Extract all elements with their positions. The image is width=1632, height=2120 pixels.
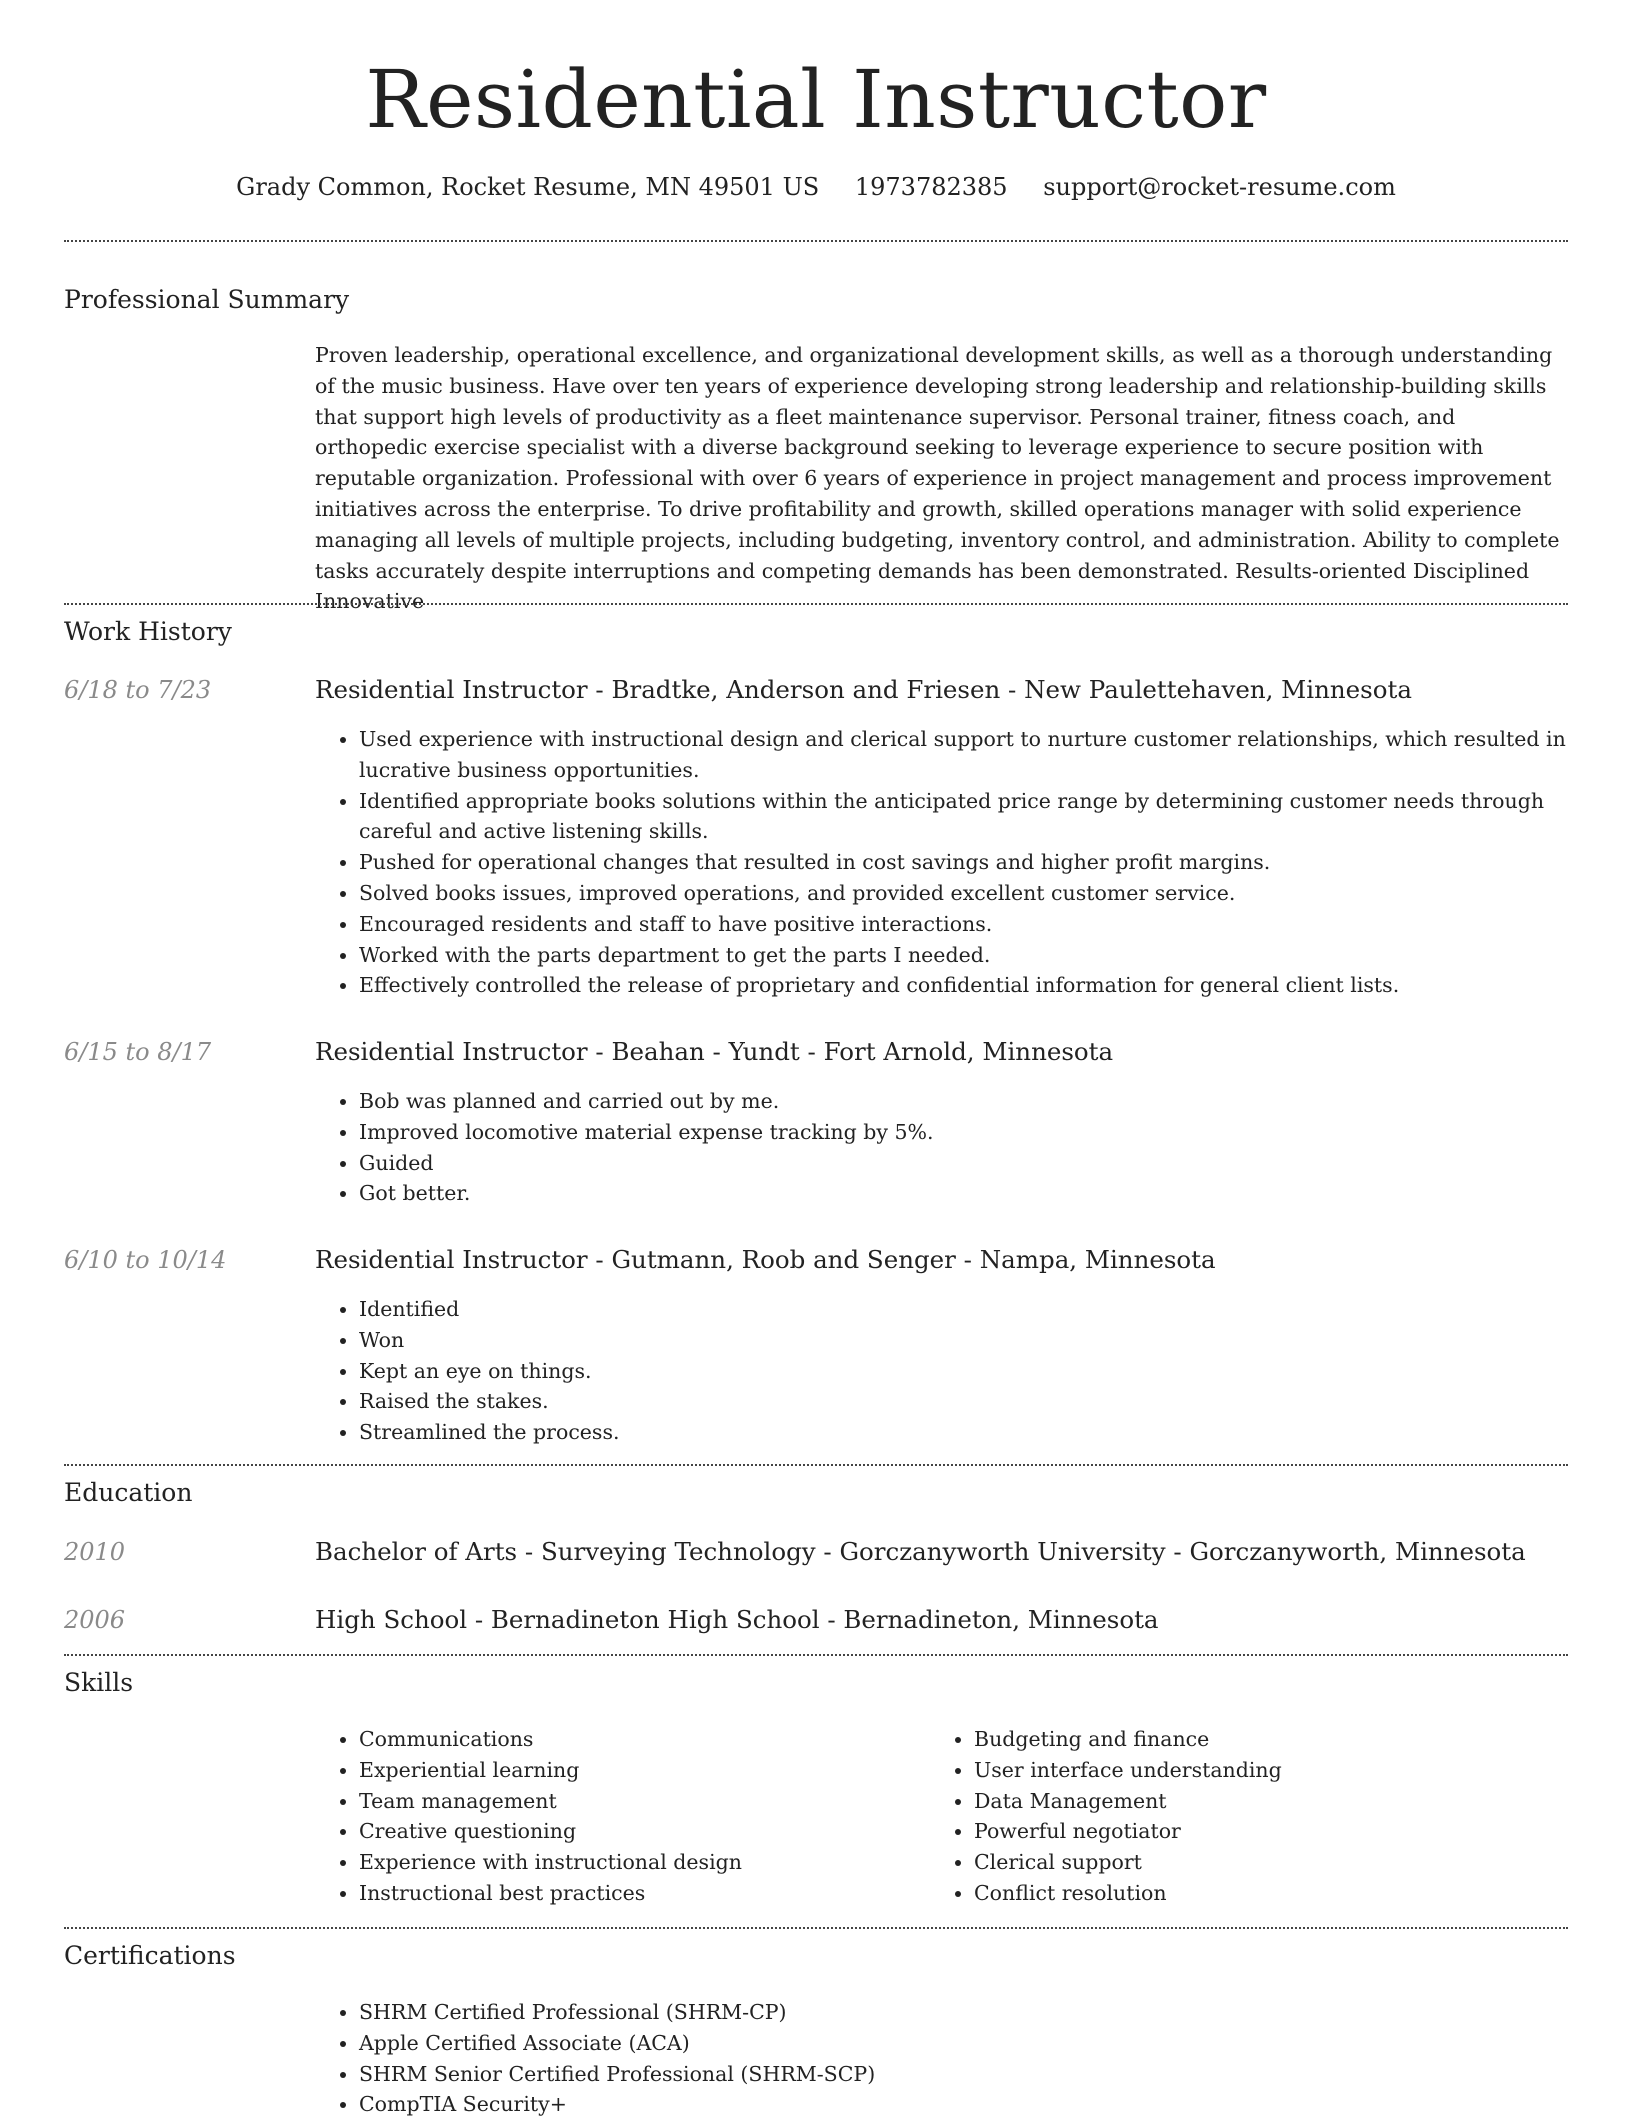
job-header: [315, 1243, 1568, 1277]
resume-title: Residential Instructor: [365, 53, 1267, 146]
list-item: • Guided: [359, 1148, 1612, 1179]
section-divider: [64, 1464, 1568, 1466]
section-divider: [64, 1927, 1568, 1929]
list-item: • Raised the stakes.: [359, 1386, 1612, 1417]
contact-line: [0, 170, 1632, 204]
section-divider: [64, 603, 1568, 605]
job-bullets: [315, 724, 1612, 1001]
list-item: • Powerful negotiator: [974, 1816, 1574, 1847]
list-item: • Clerical support: [974, 1847, 1574, 1878]
list-item: • Identified appropriate books solutions within the anticipated price range by determining customer needs through careful and active listening skills.: [359, 786, 1612, 848]
list-item: • Apple Certified Associate (ACA): [359, 2028, 1612, 2059]
job-dates: 6/10 to 10/14: [64, 1246, 227, 1274]
list-item: • Effectively controlled the release of proprietary and confidential information for general client lists.: [359, 970, 1612, 1001]
education-school: - Gorczanyworth University - Gorczanyworth, Minnesota: [815, 1537, 1526, 1566]
section-divider: [64, 1654, 1568, 1656]
contact-phone: 1973782385: [854, 173, 1008, 201]
work-history-heading: Work History: [64, 617, 232, 646]
list-item: • Experience with instructional design: [359, 1847, 959, 1878]
list-item: • Bob was planned and carried out by me.: [359, 1086, 1612, 1117]
list-item: • User interface understanding: [974, 1755, 1574, 1786]
list-item: • Data Management: [974, 1786, 1574, 1817]
contact-address: Grady Common, Rocket Resume, MN 49501 US: [236, 173, 820, 201]
job-employer: - Beahan - Yundt - Fort Arnold, Minnesota: [587, 1037, 1114, 1066]
list-item: • Conflict resolution: [974, 1878, 1574, 1909]
list-item: • Streamlined the process.: [359, 1417, 1612, 1448]
job-role: Residential Instructor: [315, 1037, 588, 1066]
list-item: • Experiential learning: [359, 1755, 959, 1786]
list-item: • Used experience with instructional design and clerical support to nurture customer relationships, which resulted in lucrative business opportunities.: [359, 724, 1612, 786]
skills-list-right: [930, 1724, 1574, 1909]
list-item: • Got better.: [359, 1178, 1612, 1209]
job-header: [315, 673, 1568, 707]
job-role: Residential Instructor: [315, 675, 588, 704]
list-item: • Identified: [359, 1294, 1612, 1325]
education-degree: High School: [315, 1605, 468, 1634]
certifications-heading: Certifications: [64, 1941, 236, 1970]
education-year: 2010: [64, 1538, 126, 1566]
education-degree: Bachelor of Arts - Surveying Technology: [315, 1537, 816, 1566]
list-item: • Team management: [359, 1786, 959, 1817]
list-item: • Instructional best practices: [359, 1878, 959, 1909]
list-item: • Pushed for operational changes that resulted in cost savings and higher profit margins.: [359, 847, 1612, 878]
list-item: • Won: [359, 1325, 1612, 1356]
list-item: • Creative questioning: [359, 1816, 959, 1847]
list-item: • SHRM Senior Certified Professional (SHRM-SCP): [359, 2059, 1612, 2090]
summary-text: Proven leadership, operational excellence, and organizational development skills, as well as a thorough understanding of the music business. Have over ten years of experience developing strong leadership and relationship-building skills that support high levels of productivity as a fleet maintenance supervisor. Personal trainer, fitness coach, and orthopedic exercise specialist with a diverse background seeking to leverage experience to secure position with reputable organization. Professional with over 6 years of experience in project management and process improvement initiatives across the enterprise. To drive profitability and growth, skilled operations manager with solid experience managing all levels of multiple projects, including budgeting, inventory control, and administration. Ability to complete tasks accurately despite interruptions and competing demands has been demonstrated. Results-oriented Disciplined Innovative: [315, 343, 1560, 614]
education-entry: [315, 1603, 1568, 1637]
list-item: • Budgeting and finance: [974, 1724, 1574, 1755]
list-item: • Kept an eye on things.: [359, 1356, 1612, 1387]
education-entry: [315, 1535, 1568, 1569]
summary-heading: Professional Summary: [64, 285, 350, 314]
skills-list-left: [315, 1724, 959, 1909]
list-item: • Encouraged residents and staff to have positive interactions.: [359, 909, 1612, 940]
contact-email: support@rocket-resume.com: [1043, 173, 1396, 201]
list-item: • Solved books issues, improved operations, and provided excellent customer service.: [359, 878, 1612, 909]
job-employer: - Gutmann, Roob and Senger - Nampa, Minnesota: [587, 1245, 1216, 1274]
job-dates: 6/15 to 8/17: [64, 1038, 212, 1066]
list-item: • Communications: [359, 1724, 959, 1755]
job-bullets: [315, 1086, 1612, 1209]
skills-heading: Skills: [64, 1668, 134, 1697]
job-role: Residential Instructor: [315, 1245, 588, 1274]
job-dates: 6/18 to 7/23: [64, 676, 212, 704]
education-year: 2006: [64, 1606, 126, 1634]
section-divider: [64, 240, 1568, 242]
list-item: • Improved locomotive material expense tracking by 5%.: [359, 1117, 1612, 1148]
job-header: [315, 1035, 1568, 1069]
certifications-list: [315, 1997, 1612, 2120]
list-item: • Worked with the parts department to get the parts I needed.: [359, 940, 1612, 971]
job-employer: - Bradtke, Anderson and Friesen - New Paulettehaven, Minnesota: [587, 675, 1412, 704]
list-item: • CompTIA Security+: [359, 2089, 1612, 2120]
education-school: - Bernadineton High School - Bernadineton, Minnesota: [467, 1605, 1159, 1634]
education-heading: Education: [64, 1478, 193, 1507]
list-item: • SHRM Certified Professional (SHRM-CP): [359, 1997, 1612, 2028]
job-bullets: [315, 1294, 1612, 1448]
